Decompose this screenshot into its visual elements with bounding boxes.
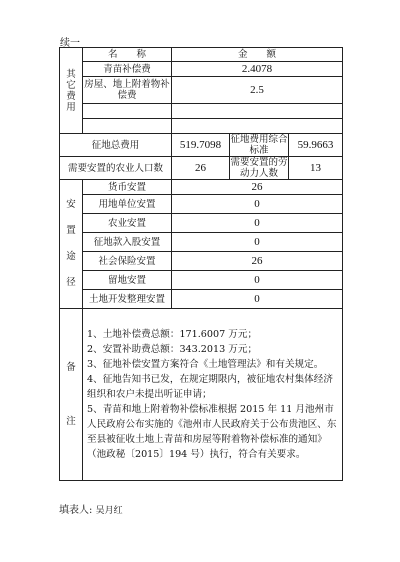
- fee-amount-cell: 2.5: [172, 77, 343, 104]
- fee-amount-cell: 2.4078: [172, 62, 343, 77]
- resettlement-value: 0: [172, 214, 343, 233]
- resettlement-name: 农业安置: [83, 214, 172, 233]
- remarks-category: 备 注: [60, 309, 83, 481]
- agri-population-value: 26: [172, 157, 230, 180]
- total-cost-value: 519.7098: [172, 134, 230, 157]
- standard-value: 59.9663: [289, 134, 343, 157]
- resettlement-value: 0: [172, 290, 343, 309]
- column-header-name: 名 称: [83, 48, 172, 62]
- resettlement-value: 0: [172, 233, 343, 252]
- resettlement-name: 土地开发整理安置: [83, 290, 172, 309]
- remark-line: 4、征地告知书已发，在规定期限内，被征地农村集体经济组织和农户未提出听证申请；: [87, 374, 333, 400]
- labor-count-label: 需要安置的劳动力人数: [230, 157, 288, 179]
- resettlement-value: 26: [172, 180, 343, 195]
- remark-line: 2、安置补助费总额：343.2013 万元；: [87, 344, 258, 355]
- resettlement-value: 0: [172, 271, 343, 290]
- fee-name-cell: [83, 104, 172, 119]
- fee-name-cell: [83, 119, 172, 134]
- fee-amount-cell: [172, 104, 343, 119]
- standard-label: 征地费用综合标准: [230, 134, 288, 156]
- labor-count-value: 13: [289, 157, 343, 180]
- fee-name-cell: 青苗补偿费: [83, 62, 172, 77]
- resettlement-name: 征地款入股安置: [83, 233, 172, 252]
- fee-name-cell: 房屋、地上附着物补偿费: [83, 77, 172, 104]
- resettlement-name: 留地安置: [83, 271, 172, 290]
- resettlement-value: 26: [172, 252, 343, 271]
- remarks-content: [83, 309, 343, 481]
- fee-amount-cell: [172, 119, 343, 134]
- agri-population-label: 需要安置的农业人口数: [60, 157, 172, 180]
- total-cost-label: 征地总费用: [60, 134, 172, 157]
- filler-label: 填表人:: [59, 505, 93, 516]
- continued-label: 续一: [60, 38, 80, 49]
- column-header-amount: 金 额: [172, 48, 343, 62]
- filler-line: [59, 501, 123, 516]
- resettlement-name: 用地单位安置: [83, 195, 172, 214]
- remark-line: 5、青苗和地上附着物补偿标准根据 2015 年 11 月池州市人民政府公布实施的《池州市人民政府关于公布贵池区、东至县被征收土地上青苗和房屋等附着物补偿标准的通知》（池政秘〔2015〕194 号）执行，符合有关要求。: [87, 404, 337, 460]
- resettlement-name: 社会保险安置: [83, 252, 172, 271]
- other-fees-category: 其 它 费 用: [60, 48, 83, 134]
- resettlement-category: 安 置 途 径: [60, 180, 83, 309]
- remark-line: 3、征地补偿安置方案符合《土地管理法》和有关规定。: [87, 359, 324, 370]
- remark-line: 1、土地补偿费总额：171.6007 万元；: [87, 329, 258, 340]
- land-acquisition-form: [59, 47, 343, 481]
- resettlement-value: 0: [172, 195, 343, 214]
- filler-name: 吴月红: [95, 506, 123, 516]
- resettlement-name: 货币安置: [83, 180, 172, 195]
